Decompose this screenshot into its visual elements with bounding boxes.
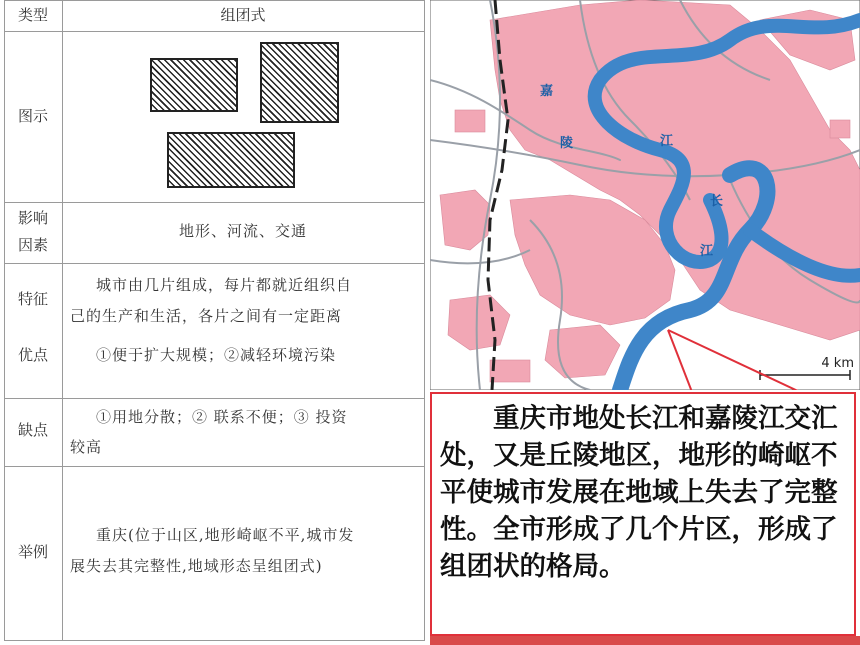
table-rule [424, 0, 425, 641]
example-line-2: 展失去其完整性,地域形态呈组团式) [70, 557, 323, 575]
header-type-label: 类型 [17, 6, 48, 24]
factors-label-1: 影响 [17, 209, 48, 227]
advantages-label: 优点 [17, 346, 48, 364]
example-line-1: 重庆(位于山区,地形崎岖不平,城市发 [96, 526, 355, 544]
features-label: 特征 [17, 290, 48, 308]
table-rule [4, 0, 424, 1]
advantages-value: ①便于扩大规模；②减轻环境污染 [96, 346, 337, 364]
table-rule [62, 0, 63, 641]
header-type-value: 组团式 [220, 6, 266, 24]
table-rule [4, 202, 424, 203]
scale-label: 4 km [821, 356, 854, 371]
table-rule [4, 466, 424, 467]
features-line-1: 城市由几片组成，每片都就近组织自 [96, 276, 353, 294]
table-rule [4, 640, 424, 641]
map-svg [430, 0, 860, 390]
hatched-block-3 [167, 132, 295, 188]
river-label-jiang-2: 江 [700, 244, 714, 259]
disadvantages-line-2: 较高 [70, 438, 103, 456]
hatched-block-1 [150, 58, 238, 112]
table-rule [4, 263, 424, 264]
river-label-ling: 陵 [560, 136, 574, 151]
factors-label-2: 因素 [17, 236, 48, 254]
river-label-chang: 长 [710, 194, 724, 209]
chongqing-map [430, 0, 860, 390]
example-label: 举例 [17, 543, 48, 561]
callout-box [430, 392, 856, 636]
table-rule [4, 31, 424, 32]
comparison-table [0, 0, 426, 645]
callout-text: 重庆市地处长江和嘉陵江交汇处，又是丘陵地区，地形的崎岖不平使城市发展在地域上失去了完整性。全市形成了几个片区，形成了组团状的格局。 [440, 403, 838, 582]
features-line-2: 己的生产和生活，各片之间有一定距离 [70, 307, 343, 325]
disadvantages-line-1: ①用地分散；② 联系不便；③ 投资 [96, 408, 348, 426]
river-label-jia: 嘉 [540, 84, 554, 99]
table-rule [4, 398, 424, 399]
hatched-block-2 [260, 42, 339, 123]
bottom-accent-bar [430, 636, 860, 645]
factors-value: 地形、河流、交通 [178, 222, 307, 240]
river-label-jiang-1: 江 [660, 134, 674, 149]
disadvantages-label: 缺点 [17, 421, 48, 439]
diagram-label: 图示 [17, 107, 48, 125]
